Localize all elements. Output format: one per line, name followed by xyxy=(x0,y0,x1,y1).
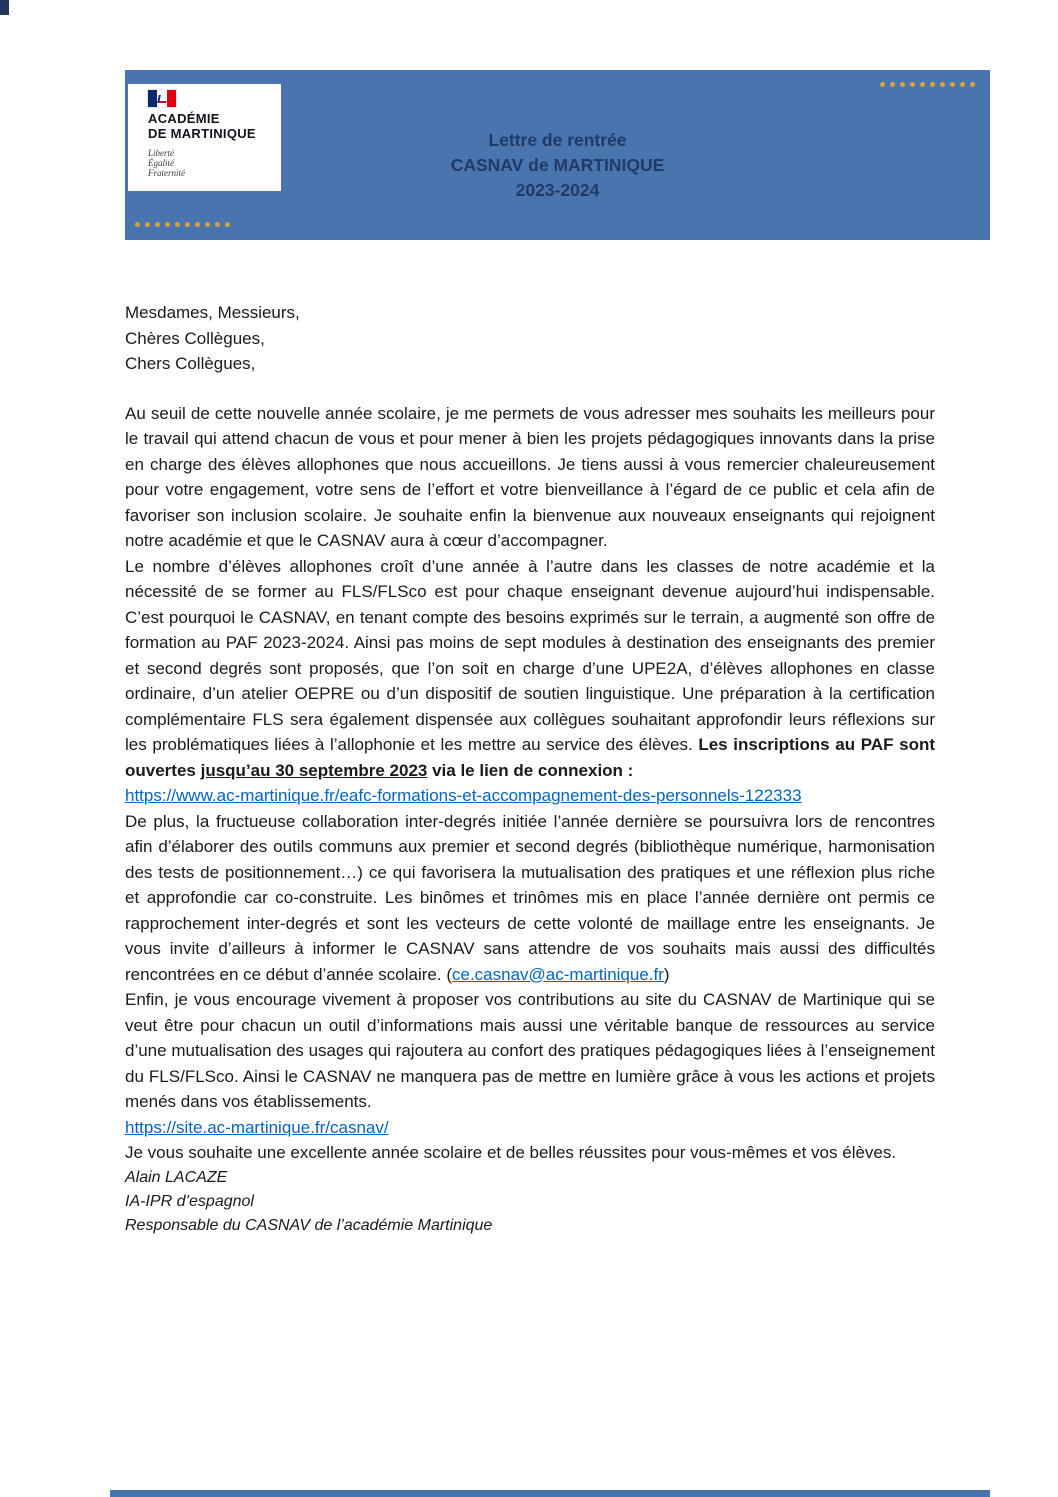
title-line-1: Lettre de rentrée xyxy=(488,130,627,150)
paragraph-welcome: Au seuil de cette nouvelle année scolaire, je me permets de vous adresser mes souhaits les meilleurs pour le travail qui attend chacun de vous et pour mener à bien les projets pédagogiques innovants dans la prise en charge des élèves allophones que nous accueillons. Je tiens aussi à vous remercier chaleureusement pour votre engagement, votre sens de l’effort et votre bienveillance à l’égard de ce public et cela afin de favoriser son inclusion scolaire. Je souhaite enfin la bienvenue aux nouveaux enseignants qui rejoignent notre académie et que le CASNAV aura à cœur d’accompagner. xyxy=(125,403,935,550)
paf-connexion-bold: via le lien de connexion : xyxy=(427,760,634,780)
signature-role: Responsable du CASNAV de l’académie Martinique xyxy=(125,1216,493,1234)
motto-liberte: Liberté xyxy=(148,148,174,158)
paragraph-website: Enfin, je vous encourage vivement à proposer vos contributions au site du CASNAV de Martinique qui se veut être pour chacun un outil d’informations mais aussi une véritable banque de ressources au service d’une mutualisation des usages qui rajoutera au confort des pratiques pédagogiques liées à l’enseignement du FLS/FLSco. Ainsi le CASNAV ne manquera pas de mettre en lumière grâce à vous les actions et projets menés dans vos établissements. xyxy=(125,990,935,1111)
training-text: Le nombre d’élèves allophones croît d’une année à l’autre dans les classes de notre académie et la nécessité de se former au FLS/FLSco est pour chaque enseignant devenue aujourd’hui indispensable. C’est pourquoi le CASNAV, en tenant compte des besoins exprimés sur le terrain, a augmenté son offre de formation au PAF 2023-2024. Ainsi pas moins de sept modules à destination des enseignants des premier et second degrés sont proposés, que l’on soit en charge d’une UPE2A, d’élèves allophones en classe ordinaire, d’un atelier OEPRE ou d’un dispositif de soutien linguistique. Une préparation à la certification complémentaire FLS sera également dispensée aux collègues souhaitant approfondir leurs réflexions sur les problématiques liées à l’allophonie et les mettre au service des élèves. xyxy=(125,556,935,754)
decorative-dots-bottom xyxy=(135,222,230,227)
motto-fraternite: Fraternité xyxy=(148,168,185,178)
paragraph-collaboration xyxy=(125,809,935,988)
salutation: Mesdames, Messieurs, xyxy=(125,303,300,322)
decorative-dots-top xyxy=(880,82,975,87)
signature-name: Alain LACAZE xyxy=(125,1168,228,1186)
paf-link-line xyxy=(125,783,935,809)
paf-registration-bold: Les inscriptions au PAF sont ouvertes xyxy=(125,735,935,780)
greeting-masculine: Chers Collègues, xyxy=(125,354,256,373)
collaboration-text: De plus, la fructueuse collaboration inter-degrés initiée l’année dernière se poursuivra lors de rencontres afin d’élaborer des outils communs aux premier et second degrés (bibliothèque numérique, harmonisation des tests de positionnement…) ce qui favorisera la mutualisation des pratiques et une réflexion plus riche et approfondie car co-construite. Les binômes et trinômes mis en place l’année dernière ont permis ce rapprochement inter-degrés et sont les vecteurs de cette volonté de maillage entre les enseignants. Je vous invite d’ailleurs à informer le CASNAV sans attendre de vos souhaits mais aussi des difficultés rencontrées en ce début d’année scolaire. xyxy=(125,811,935,984)
motto-egalite: Égalité xyxy=(148,158,174,168)
scan-corner-mark xyxy=(0,0,9,15)
closing-sentence: Je vous souhaite une excellente année scolaire et de belles réussites pour vous-mêmes et vos élèves. xyxy=(125,1143,897,1162)
title-line-3: 2023-2024 xyxy=(515,180,600,200)
casnav-site-link[interactable]: https://site.ac-martinique.fr/casnav/ xyxy=(125,1117,389,1137)
paragraph-training xyxy=(125,554,935,784)
title-line-2: CASNAV de MARTINIQUE xyxy=(450,155,665,175)
email-close-paren: ) xyxy=(663,964,670,984)
site-link-line xyxy=(125,1115,935,1141)
logo-name-line2: DE MARTINIQUE xyxy=(148,126,256,141)
french-flag-icon xyxy=(148,90,176,107)
casnav-email-link[interactable]: ce.casnav@ac-martinique.fr xyxy=(452,964,664,984)
logo-name-line1: ACADÉMIE xyxy=(148,111,220,126)
greetings xyxy=(125,326,935,377)
header-banner xyxy=(125,70,990,240)
signature-title: IA-IPR d’espagnol xyxy=(125,1192,254,1210)
footer-bar xyxy=(110,1490,990,1497)
email-open-paren: ( xyxy=(441,964,452,984)
letter-title xyxy=(125,128,990,203)
paf-registration-link[interactable]: https://www.ac-martinique.fr/eafc-formations-et-accompagnement-des-personnels-122333 xyxy=(125,786,802,805)
letter-body xyxy=(125,300,935,1238)
signature-block xyxy=(125,1166,935,1238)
paf-deadline: jusqu’au 30 septembre 2023 xyxy=(200,760,428,780)
greeting-feminine: Chères Collègues, xyxy=(125,328,265,348)
